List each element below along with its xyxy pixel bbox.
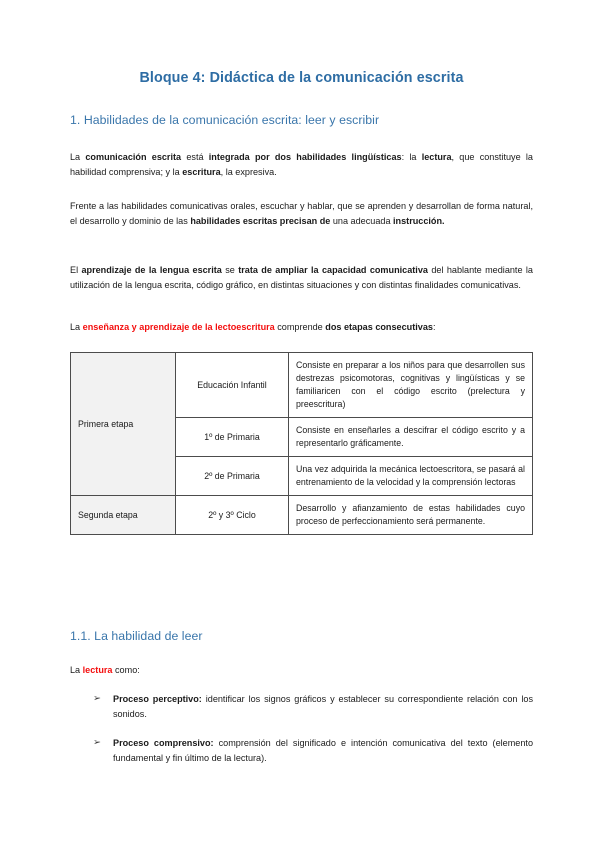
description-cell: Una vez adquirida la mecánica lectoescritora, se pasará al entrenamiento de la velocidad y la comprensión lectoras — [289, 457, 533, 496]
etapas-table — [70, 352, 533, 535]
etapas-table-body — [71, 353, 533, 535]
text-run: : la — [401, 152, 422, 162]
bold-run: escritura — [182, 166, 221, 177]
text-run: La — [70, 665, 83, 675]
arrow-bullet-icon: ➢ — [93, 692, 101, 704]
text-run: El — [70, 265, 82, 275]
text-run: identificar los signos gráficos y establecer su correspondiente relación con los sonidos. — [113, 694, 534, 719]
arrow-bullet-icon: ➢ — [93, 736, 101, 748]
bold-run: dos etapas consecutivas — [325, 322, 433, 332]
bold-run: trata de ampliar la capacidad comunicativa — [238, 265, 428, 275]
page-title: Bloque 4: Didáctica de la comunicación escrita — [139, 70, 464, 86]
list-item-text — [113, 738, 533, 763]
text-run: del hablante mediante la utilización de la lengua escrita, código gráfico, en distintas situaciones y con distintas finalidades comunicativas. — [70, 265, 533, 290]
text-run: comprende — [274, 322, 326, 332]
level-cell: 2º de Primaria — [176, 457, 289, 496]
text-run: : — [432, 322, 436, 332]
stage-cell: Primera etapa — [71, 353, 176, 496]
bold-run: Proceso comprensivo: — [113, 738, 214, 749]
paragraph-2 — [70, 199, 533, 228]
text-run: , la expresiva. — [220, 166, 277, 177]
bold-run: aprendizaje de la lengua escrita — [81, 265, 222, 275]
table-row — [71, 353, 533, 418]
bold-run: integrada por dos habilidades lingüísticas — [208, 152, 402, 162]
section-heading-1-1: 1.1. La habilidad de leer — [70, 629, 203, 643]
bold-run: habilidades escritas precisan de — [190, 215, 331, 226]
level-cell: 2º y 3º Ciclo — [176, 496, 289, 535]
description-cell: Desarrollo y afianzamiento de estas habilidades cuyo proceso de perfeccionamiento será permanente. — [289, 496, 533, 535]
paragraph-3 — [70, 263, 533, 292]
paragraph-1 — [70, 150, 533, 179]
level-cell: 1º de Primaria — [176, 418, 289, 457]
list-item-text — [113, 694, 533, 719]
highlight-run: lectura — [82, 665, 113, 675]
text-run: La — [70, 322, 83, 332]
description-cell: Consiste en preparar a los niños para que desarrollen sus destrezas psicomotoras, cognitivas y lingüísticas y se familiaricen con el código escrito (prelectura y preescritura) — [289, 353, 533, 418]
bold-run: instrucción. — [393, 215, 445, 226]
text-run: se — [221, 265, 239, 275]
bold-run: lectura — [421, 152, 452, 162]
bold-run: comunicación escrita — [85, 152, 182, 162]
lectura-bullet-list — [70, 692, 533, 780]
list-item — [70, 692, 533, 721]
level-cell: Educación Infantil — [176, 353, 289, 418]
text-run: una adecuada — [330, 215, 394, 226]
stage-cell: Segunda etapa — [71, 496, 176, 535]
text-run: como: — [112, 665, 140, 675]
bold-run: Proceso perceptivo: — [113, 694, 202, 704]
paragraph-4-intro-etapas — [70, 320, 533, 335]
highlight-run: enseñanza y aprendizaje de la lectoescritura — [82, 322, 275, 332]
text-run: Frente a las habilidades comunicativas orales, escuchar y hablar, que se aprenden y desarrollan de forma natural, el desarrollo y dominio de las — [70, 201, 533, 226]
section-heading-1: 1. Habilidades de la comunicación escrita: leer y escribir — [70, 113, 380, 127]
text-run: La — [70, 152, 86, 162]
description-cell: Consiste en enseñarles a descifrar el código escrito y a representarlo gráficamente. — [289, 418, 533, 457]
paragraph-5-lectura-como — [70, 663, 533, 678]
list-item — [70, 736, 533, 765]
text-run: , que constituye la habilidad comprensiva; y la — [70, 152, 533, 177]
text-run: está — [181, 152, 209, 162]
text-run: comprensión del significado e intención comunicativa del texto (elemento fundamental y fin último de la lectura). — [113, 738, 533, 763]
table-row — [71, 496, 533, 535]
